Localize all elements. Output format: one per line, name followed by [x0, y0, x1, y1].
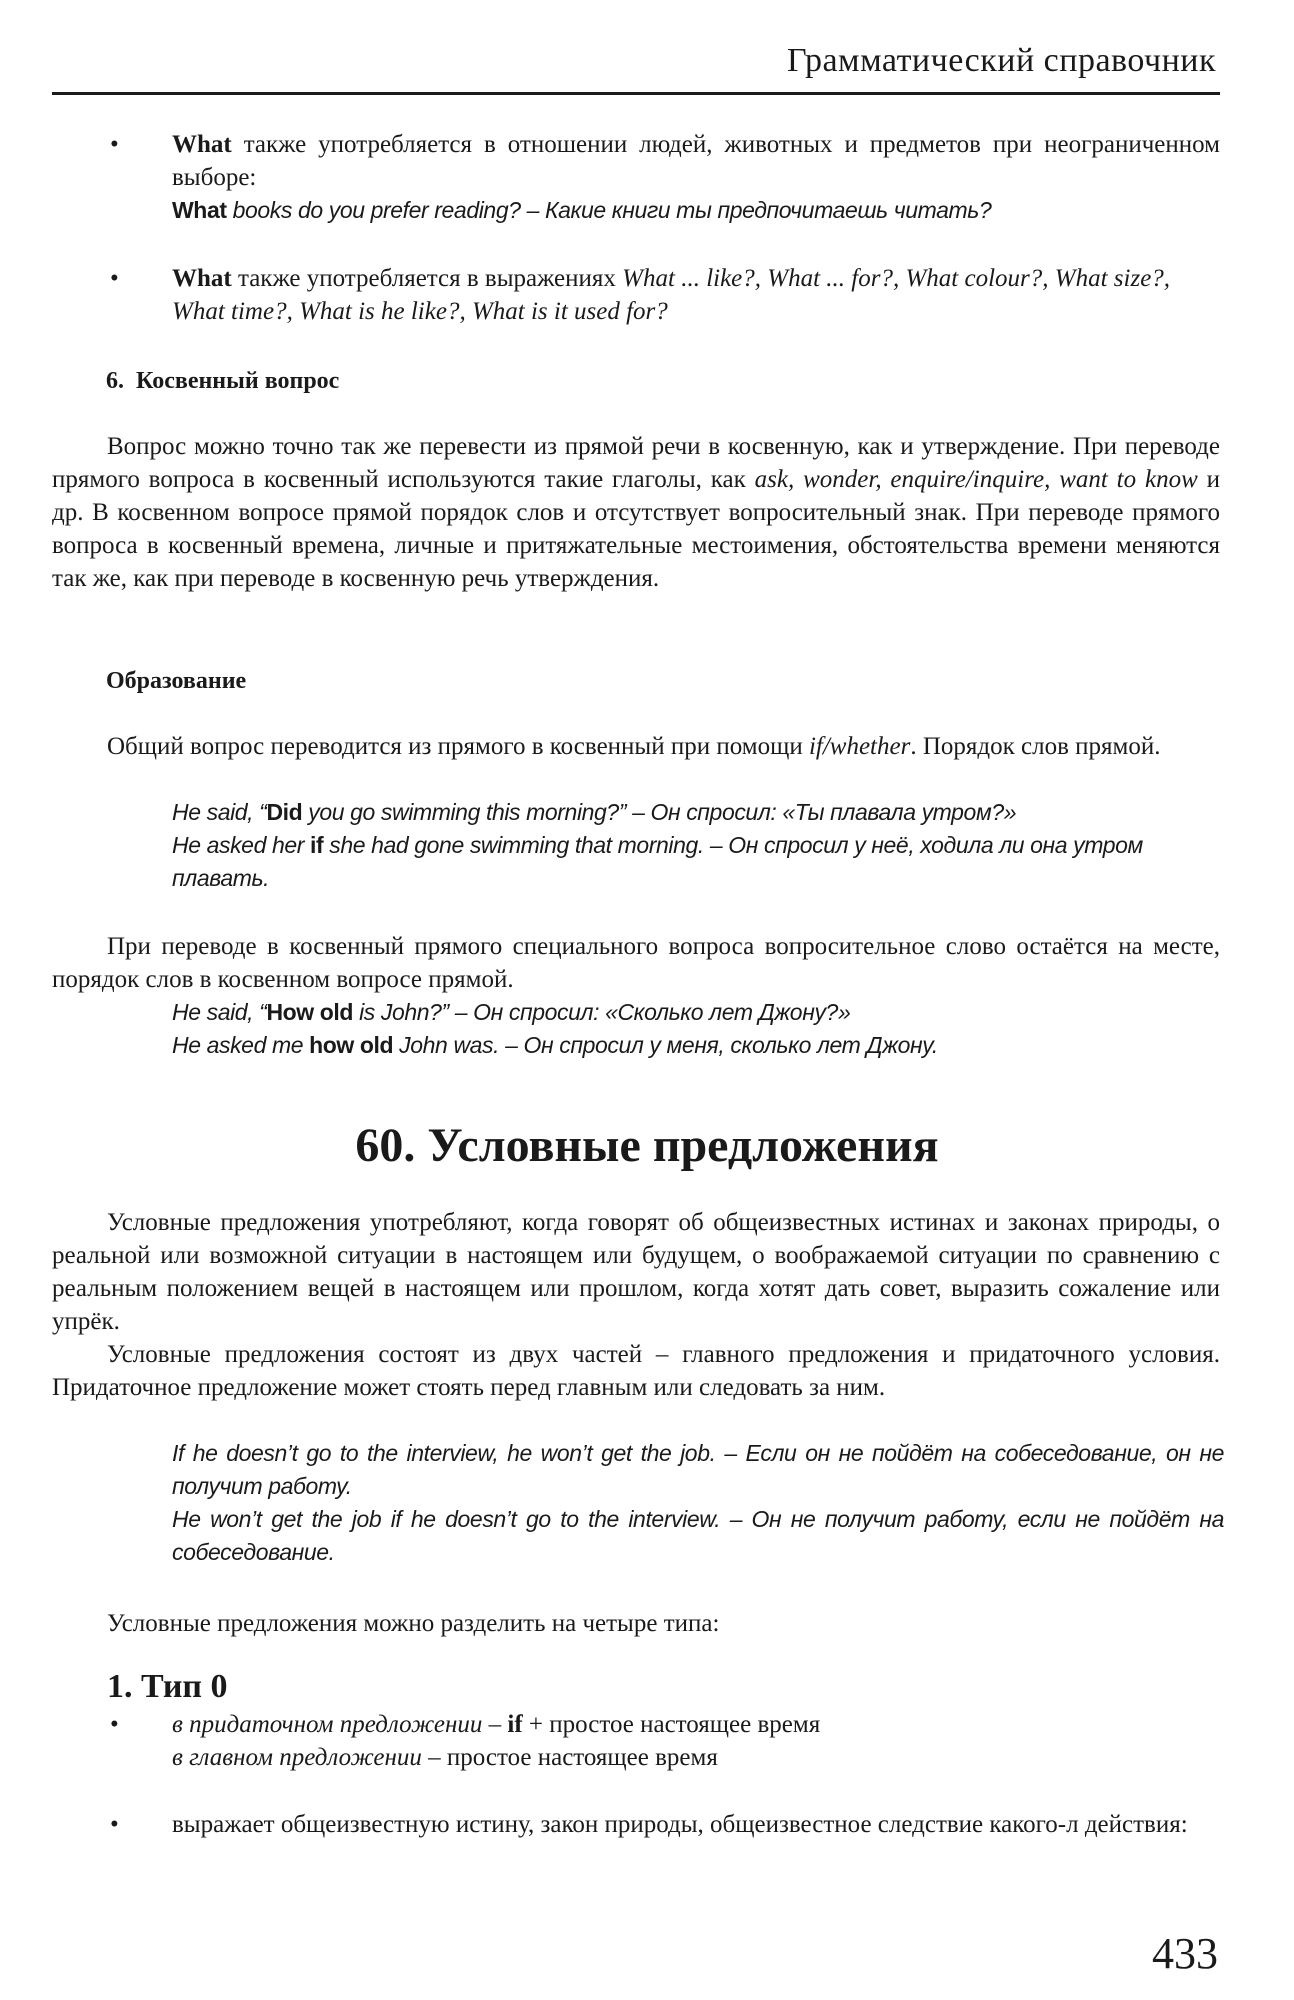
- example-line: He asked her if she had gone swimming that morning. – Он спросил у неё, ходила ли она утром плавать.: [172, 832, 1143, 891]
- list-item-text: также употребляется в отношении людей, животных и предметов при неограниченном выборе:: [172, 131, 1220, 191]
- examples-conditional: [172, 1437, 1224, 1569]
- clause-label: в придаточном предложении: [172, 1711, 483, 1738]
- chapter-title: 60. Условные предложения: [355, 1119, 939, 1172]
- paragraph-text: Общий вопрос переводится из прямого в косвенный при помощи: [107, 733, 809, 760]
- bullet-icon: •: [110, 265, 119, 292]
- list-item-what-expressions: [172, 262, 1220, 328]
- verbs-italic: ask, wonder, enquire/inquire, want to know: [754, 466, 1198, 493]
- running-header-title: Грамматический справочник: [786, 42, 1216, 79]
- type-heading: 1. Тип 0: [107, 1668, 228, 1705]
- example-line: He said, “How old is John?” – Он спросил: «Сколько лет Джону?»: [172, 999, 851, 1025]
- list-item-type0-usage: выражает общеизвестную истину, закон природы, общеизвестное следствие какого-л действия:: [172, 1811, 1188, 1838]
- keyword-what: What: [172, 265, 232, 292]
- paragraph: Условные предложения употребляют, когда говорят об общеизвестных истинах и законах природы, о реальной или возможной ситуации в настоящем или будущем, о воображаемой ситуации по сравнению с реальным положением вещей в настоящем или прошлом, когда хотят дать совет, выразить сожаление или упрёк. Условные предложения состоят из двух частей – главного предложения и придаточного условия. Придаточное предложение может стоять перед главным или следовать за ним.: [52, 1209, 1220, 1401]
- paragraph-text: Вопрос можно точно так же перевести из прямой речи в косвенную, как и утверждение. При переводе прямого вопроса в косвенный используются такие глаголы, как: [52, 433, 1220, 493]
- example-line: He said, “Did you go swimming this morning?” – Он спросил: «Ты плавала утром?»: [172, 799, 1017, 825]
- bullet-icon: •: [110, 1711, 119, 1738]
- example-line: If he doesn’t go to the interview, he won’t get the job. – Если он не пойдёт на собеседование, он не получит работу.: [172, 1440, 1224, 1499]
- expressions-italic: What ... like?, What ... for?, What colour?, What size?, What time?, What is he like?, What is it used for?: [172, 265, 1171, 325]
- paragraph: [52, 730, 1220, 763]
- list-item-text: также употребляется в выражениях: [231, 265, 623, 292]
- page-number: 433: [1152, 1929, 1218, 1978]
- list-item-what-unlimited: [172, 128, 1220, 227]
- examples-general-question: [172, 796, 1224, 895]
- examples-special-question: [172, 996, 1224, 1062]
- section-heading: 6. Косвенный вопрос: [106, 368, 340, 394]
- paragraph-text: и др. В косвенном вопросе прямой порядок слов и отсутствует вопросительный знак. При переводе прямого вопроса в косвенный времена, личные и притяжательные местоимения, обстоятельства времени меняются так же, как при переводе в косвенную речь утверждения.: [52, 466, 1220, 592]
- paragraph-text: . Порядок слов прямой.: [910, 733, 1161, 760]
- keyword-what: What: [172, 131, 232, 158]
- paragraph: [52, 430, 1220, 595]
- clause-label: в главном предложении: [172, 1744, 422, 1771]
- example-text: books do you prefer reading? – Какие книги ты предпочитаешь читать?: [226, 197, 992, 223]
- header-rule: [52, 92, 1220, 95]
- types-intro: Условные предложения можно разделить на четыре типа:: [107, 1610, 720, 1637]
- example-bold: What: [172, 197, 227, 223]
- subheading: Образование: [106, 668, 247, 694]
- bullet-icon: •: [110, 1811, 119, 1838]
- conjunction-italic: if/whether: [808, 733, 911, 760]
- example-line: He asked me how old John was. – Он спросил у меня, сколько лет Джону.: [172, 1032, 938, 1058]
- keyword-if: if: [507, 1711, 523, 1738]
- list-item-type0-formula: в придаточном предложении – if + простое настоящее время в главном предложении – простое настоящее время: [172, 1711, 821, 1771]
- paragraph: При переводе в косвенный прямого специального вопроса вопросительное слово остаётся на месте, порядок слов в косвенном вопросе прямой.: [52, 933, 1220, 993]
- example-line: He won’t get the job if he doesn’t go to the interview. – Он не получит работу, если не пойдёт на собеседование.: [172, 1506, 1224, 1565]
- bullet-icon: •: [110, 131, 119, 158]
